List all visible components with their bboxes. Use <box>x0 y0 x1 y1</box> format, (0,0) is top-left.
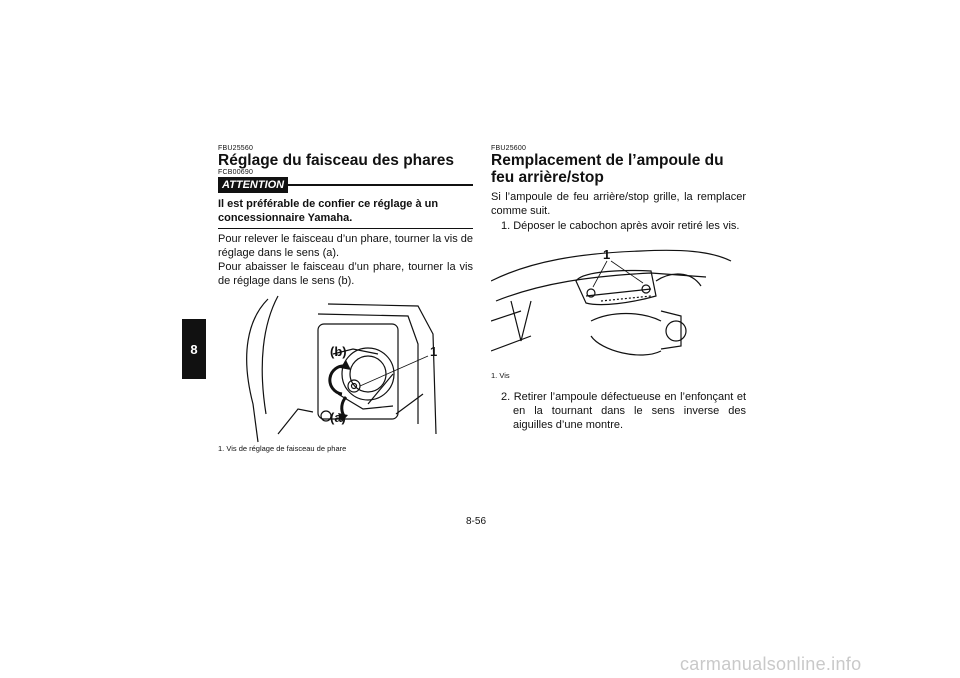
paragraph-intro: Si l’ampoule de feu arrière/stop grille, la remplacer comme suit. <box>491 191 746 217</box>
figure-label-a: (a) <box>330 410 346 425</box>
figure-caption: 1. Vis de réglage de faisceau de phare <box>218 444 347 453</box>
taillight-figure <box>491 241 739 369</box>
attention-header <box>218 177 473 193</box>
right-column <box>491 145 746 432</box>
headlight-figure <box>218 294 466 444</box>
watermark: carmanualsonline.info <box>680 654 862 674</box>
figure-caption: 1. Vis <box>491 371 510 380</box>
paragraph-raise: Pour relever le faisceau d’un phare, tourner la vis de réglage dans le sens (a). <box>218 233 473 259</box>
step-1: 1. Déposer le cabochon après avoir retiré les vis. <box>501 220 740 232</box>
figure-label-1: 1 <box>430 344 438 359</box>
page-number: 8-56 <box>466 516 487 527</box>
section-code: FBU25600 <box>491 145 527 152</box>
attention-text: Il est préférable de confier ce réglage à un concessionnaire Yamaha. <box>218 197 473 229</box>
section-code: FBU25560 <box>218 145 254 152</box>
section-title: Remplacement de l’ampoule du feu arrière/stop <box>491 152 724 186</box>
attention-rule <box>288 184 473 186</box>
left-column <box>218 145 473 453</box>
step-2 <box>491 390 746 432</box>
chapter-tab: 8 <box>182 319 206 379</box>
paragraph-lower: Pour abaisser le faisceau d’un phare, tourner la vis de réglage dans le sens (b). <box>218 261 473 287</box>
section-title: Réglage du faisceau des phares <box>218 152 455 169</box>
attention-code: FCB00690 <box>218 169 254 176</box>
figure-label-1: 1 <box>603 247 611 262</box>
figure-label-b: (b) <box>330 344 347 359</box>
attention-label: ATTENTION <box>218 177 288 193</box>
step-2-text: 2. Retirer l’ampoule défectueuse en l’enfonçant et en la tournant dans le sens inverse des aiguilles d’une montre. <box>501 391 746 431</box>
